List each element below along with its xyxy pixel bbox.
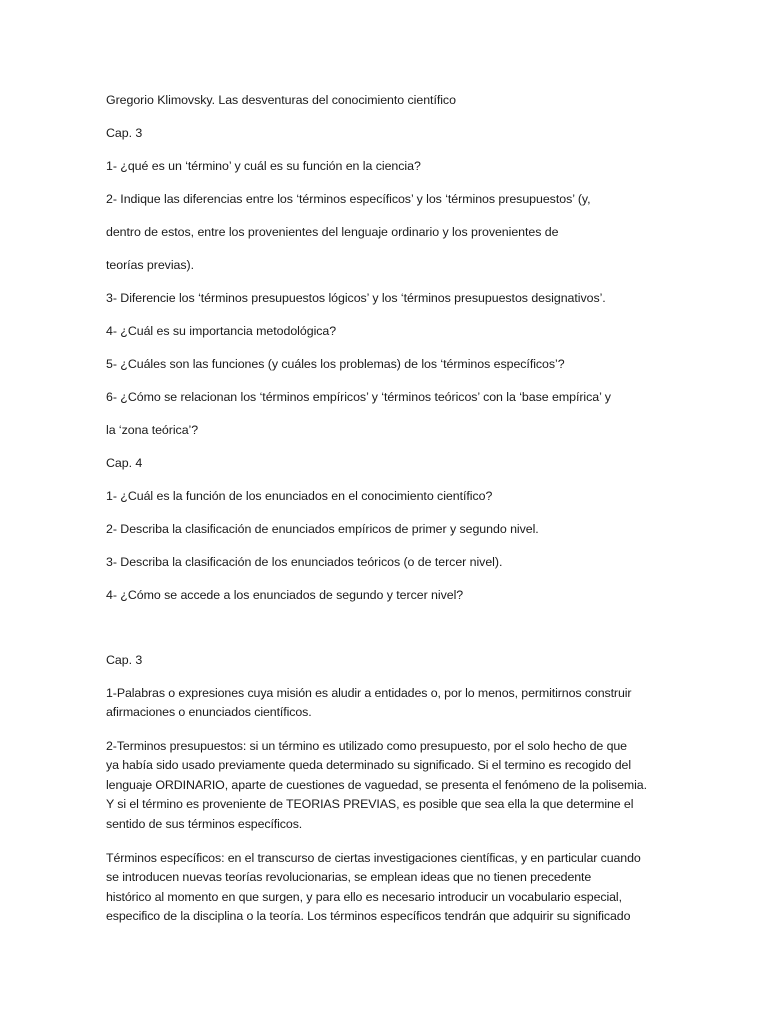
question-line: 3- Describa la clasificación de los enunciados teóricos (o de tercer nivel). <box>106 555 503 569</box>
question-line: 5- ¿Cuáles son las funciones (y cuáles los problemas) de los ‘términos específicos’? <box>106 357 565 371</box>
document-title: Gregorio Klimovsky. Las desventuras del conocimiento científico <box>106 93 456 107</box>
answer-line: lenguaje ORDINARIO, aparte de cuestiones de vaguedad, se presenta el fenómeno de la polisemia. <box>106 777 647 792</box>
question-line: 1- ¿qué es un ‘término’ y cuál es su función en la ciencia? <box>106 159 421 173</box>
question-line: teorías previas). <box>106 258 194 272</box>
answer-line: 2-Terminos presupuestos: si un término es utilizado como presupuesto, por el solo hecho de que <box>106 739 627 753</box>
question-line: 3- Diferencie los ‘términos presupuestos lógicos’ y los ‘términos presupuestos designativos’. <box>106 291 606 305</box>
answer-line: afirmaciones o enunciados científicos. <box>106 705 312 720</box>
question-line: dentro de estos, entre los provenientes del lenguaje ordinario y los provenientes de <box>106 225 559 239</box>
answer-line: se introducen nuevas teorías revolucionarias, se emplean ideas que no tienen precedente <box>106 870 592 885</box>
answer-line: histórico al momento en que surgen, y para ello es necesario introducir un vocabulario especial, <box>106 889 622 904</box>
question-line: 2- Indique las diferencias entre los ‘términos específicos’ y los ‘términos presupuestos’ (y, <box>106 192 591 206</box>
question-line: la ‘zona teórica’? <box>106 423 199 437</box>
answer-line: especifico de la disciplina o la teoría. Los términos específicos tendrán que adquirir su significado <box>106 909 631 924</box>
answer-line: Términos específicos: en el transcurso de ciertas investigaciones científicas, y en particular cuando <box>106 851 641 865</box>
answer-line: 1-Palabras o expresiones cuya misión es aludir a entidades o, por lo menos, permitirnos construir <box>106 686 632 700</box>
question-line: 4- ¿Cómo se accede a los enunciados de segundo y tercer nivel? <box>106 588 464 602</box>
answer-line: sentido de sus términos específicos. <box>106 816 303 831</box>
document-page <box>106 0 666 1024</box>
answer-paragraph-1 <box>106 684 662 723</box>
answer-paragraph-3 <box>106 849 662 927</box>
question-line: 2- Describa la clasificación de enunciados empíricos de primer y segundo nivel. <box>106 522 539 536</box>
section-heading-cap3-questions: Cap. 3 <box>106 126 143 140</box>
answer-line: ya había sido usado previamente queda determinado su significado. Si el termino es recogido del <box>106 758 632 773</box>
section-heading-cap3-answers: Cap. 3 <box>106 653 143 667</box>
question-line: 1- ¿Cuál es la función de los enunciados en el conocimiento científico? <box>106 489 493 503</box>
answer-paragraph-2 <box>106 737 662 834</box>
answer-line: Y si el término es proveniente de TEORIAS PREVIAS, es posible que sea ella la que determine el <box>106 797 634 812</box>
question-line: 4- ¿Cuál es su importancia metodológica? <box>106 324 337 338</box>
question-line: 6- ¿Cómo se relacionan los ‘términos empíricos’ y ‘términos teóricos’ con la ‘base empírica’ y <box>106 390 611 404</box>
section-heading-cap4-questions: Cap. 4 <box>106 456 143 470</box>
